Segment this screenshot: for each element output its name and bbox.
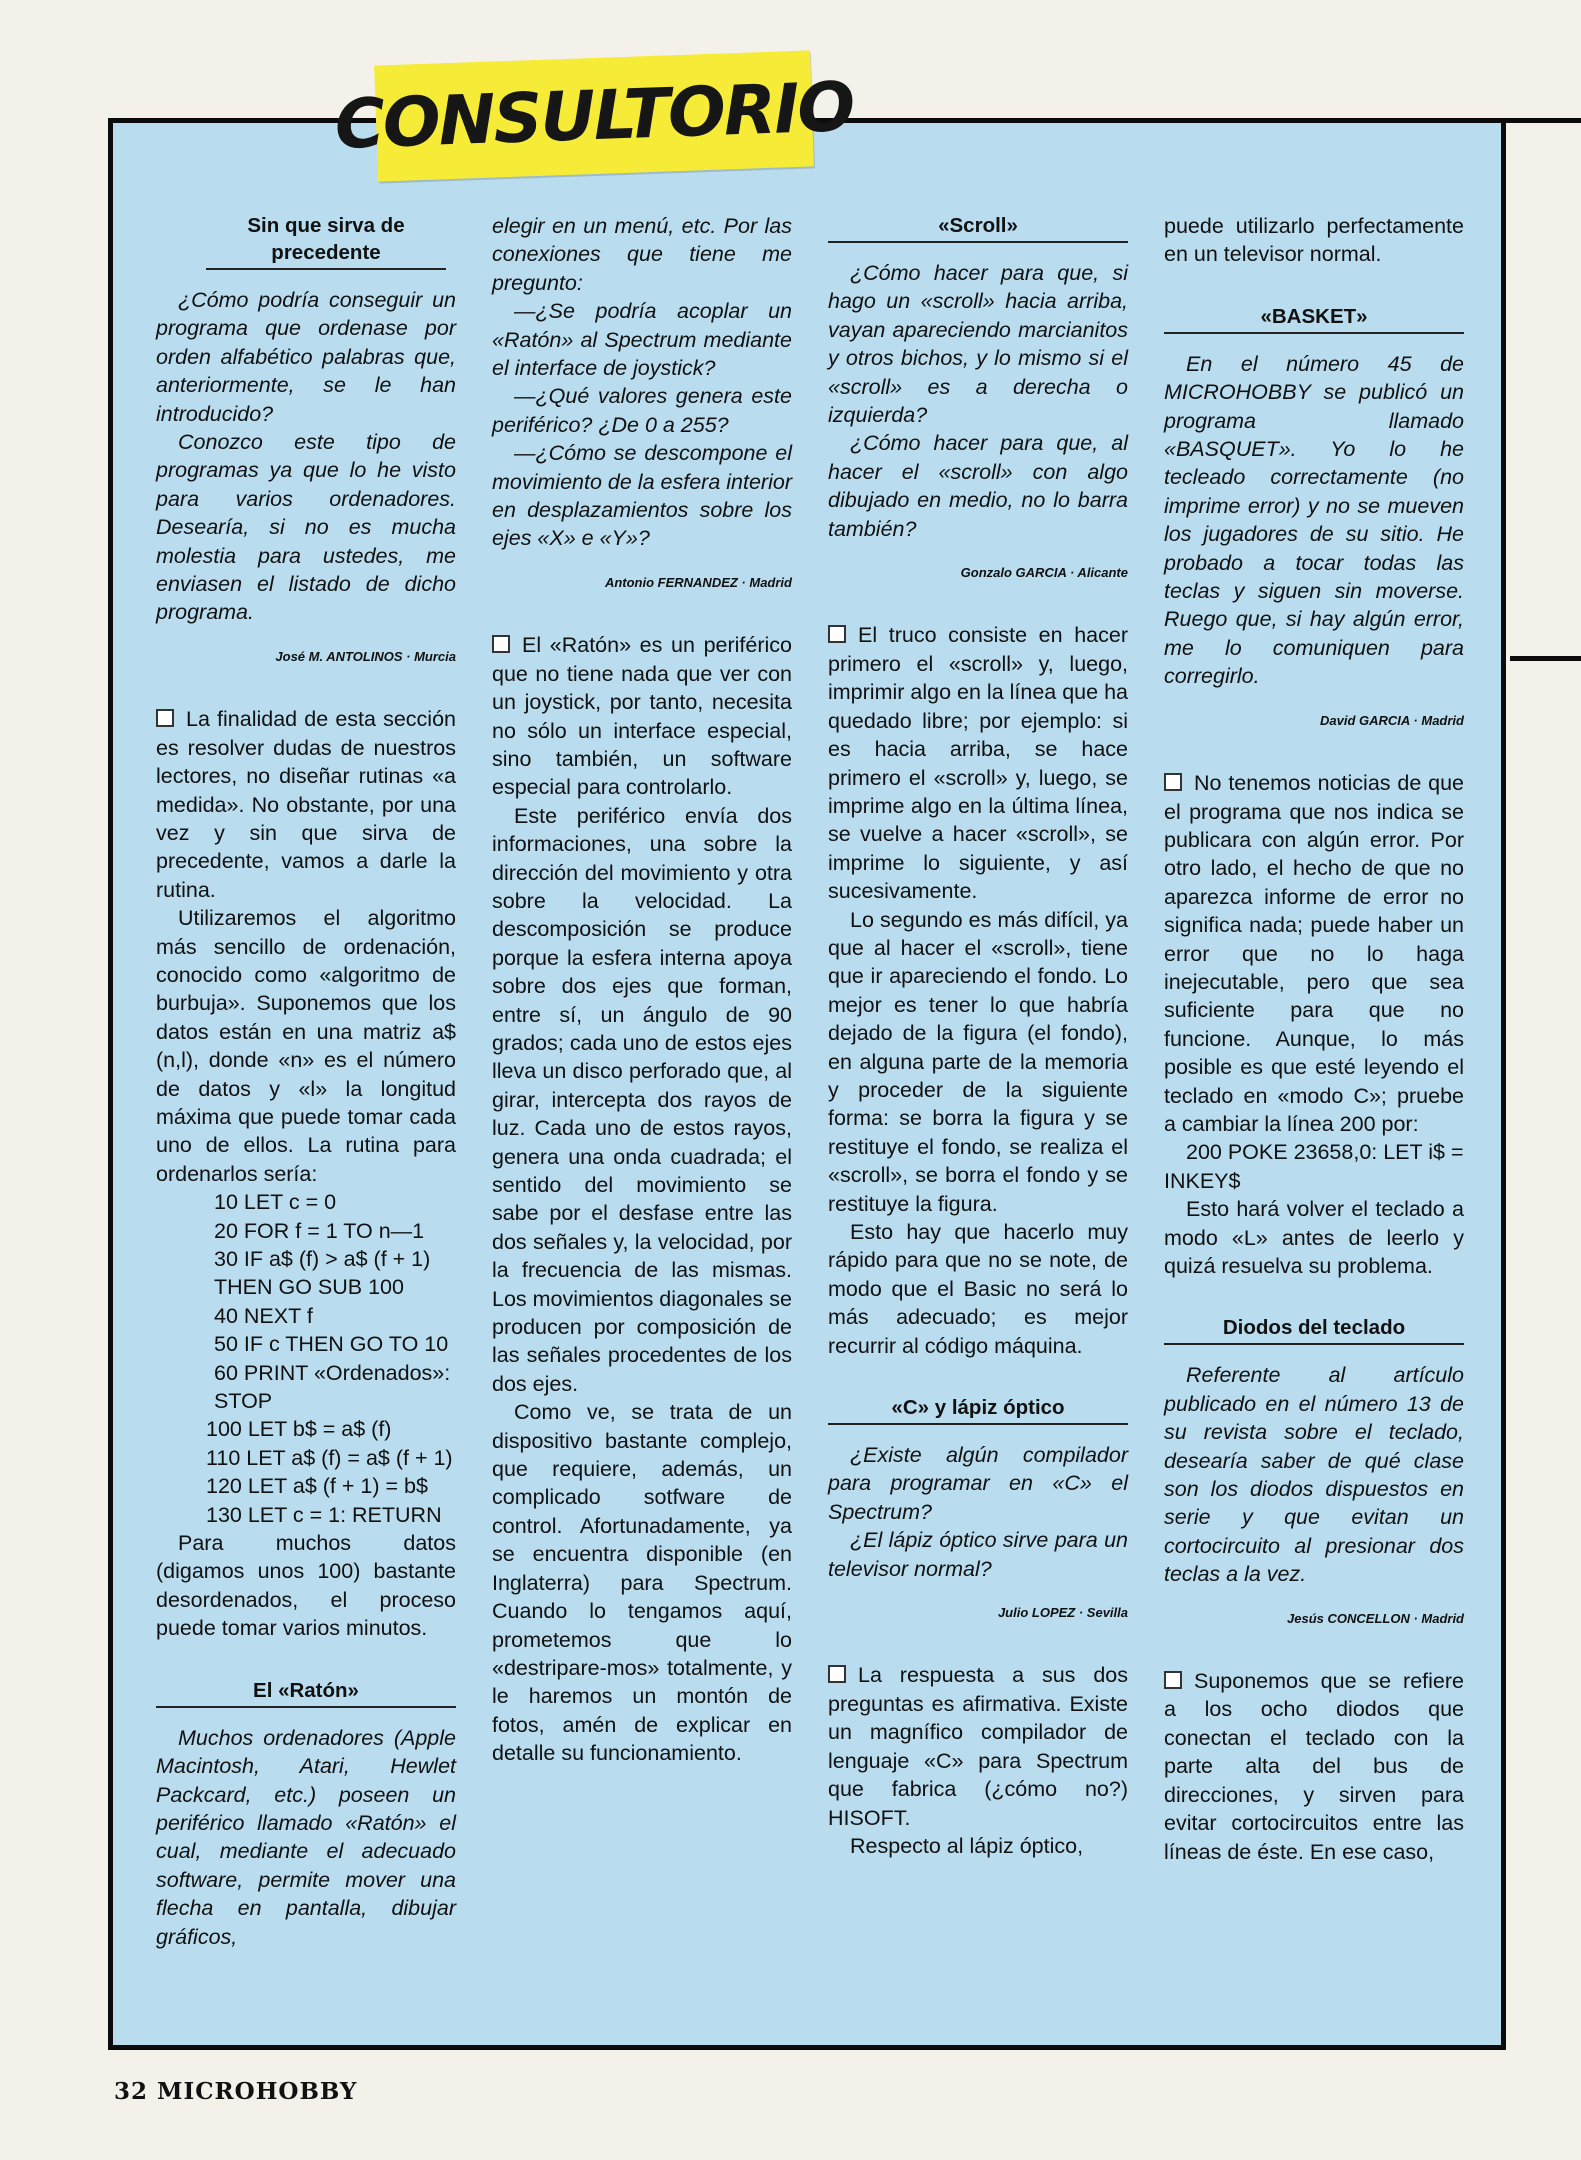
answer-checkbox-icon (828, 1665, 846, 1683)
code-line: 10 LET c = 0 (214, 1190, 337, 1215)
column-3 (828, 212, 1128, 1860)
code-line: 50 IF c THEN GO TO 10 (214, 1332, 449, 1357)
question-text: Muchos ordenadores (Apple Macintosh, Atari, Hewlet Packcard, etc.) poseen un periférico llamado «Ratón» el cual, mediante el adecuado software, permite mover una flecha en pantalla, dibujar gráficos, (156, 1725, 456, 1949)
signature: José M. ANTOLINOS · Murcia (275, 648, 456, 664)
column-1 (156, 212, 456, 1951)
answer-text: Esto hará volver el teclado a modo «L» antes de leerlo y quizá resuelva su problema. (1164, 1197, 1464, 1278)
answer-text: Este periférico envía dos informaciones, una sobre la dirección del movimiento y otra sobre la velocidad. La descomposición se produce porque la esfera interna apoya sobre dos ejes que forman, entre sí, un ángulo de 90 grados; cada uno de estos ejes lleva un disco perforado que, al girar, intercepta dos rayos de luz. Cada uno de estos rayos, genera una onda cuadrada; el sentido del movimiento se sabe por el desfase entre las dos señales y, la velocidad, por la frecuencia de las mismas. Los movimientos diagonales se producen por composición de las señales procedentes de los dos ejes. (492, 803, 792, 1396)
code-line: 200 POKE 23658,0: LET i$ = INKEY$ (1164, 1140, 1464, 1193)
column-2 (492, 212, 792, 1768)
answer-text: Esto hay que hacerlo muy rápido para que no se note, de modo que el Basic no será lo más adecuado; es mejor recurrir al código máquina. (828, 1220, 1128, 1358)
question-text: —¿Se podría acoplar un «Ratón» al Spectrum mediante el interface de joystick? (492, 299, 792, 381)
question-text: Referente al artículo publicado en el número 13 de su revista sobre el teclado, desearía saber de qué clase son los diodos dispuestos en serie y que evitan un cortocircuito al presionar dos teclas a la vez. (1164, 1363, 1464, 1587)
heading-basket: «BASKET» (1164, 303, 1464, 334)
signature: Gonzalo GARCIA · Alicante (960, 565, 1128, 581)
code-line: 120 LET a$ (f + 1) = b$ (206, 1474, 428, 1499)
heading-raton: El «Ratón» (156, 1677, 456, 1708)
question-text: —¿Qué valores genera este periférico? ¿De 0 a 255? (492, 384, 792, 437)
heading-diodos: Diodos del teclado (1164, 1314, 1464, 1345)
code-line: 60 PRINT «Ordenados»: (214, 1360, 451, 1385)
answer-text: Lo segundo es más difícil, ya que al hacer el «scroll», tiene que ir apareciendo el fondo. Lo mejor es tener lo que habría dejado de la figura (el fondo), en alguna parte de la memoria y proceder de la siguiente forma: se borra la figura y se restituye el fondo, se realiza el «scroll», se borra el fondo y se restituye la figura. (828, 907, 1128, 1216)
code-line: 110 LET a$ (f) = a$ (f + 1) (206, 1445, 453, 1470)
question-text: En el número 45 de MICROHOBBY se publicó un programa llamado «BASQUET». Yo lo he tecleado correctamente (no imprime error) y no se mueven los jugadores de su sitio. He probado a tocar todas las teclas y siguen sin moverse. Ruego que, si hay algún error, me lo comuniquen para corregirlo. (1164, 351, 1464, 689)
section-title: CONSULTORIO (333, 67, 855, 165)
answer-text: No tenemos noticias de que el programa que nos indica se publicara con algún error. Por otro lado, el hecho de que no aparezca informe de error no significa nada; puede haber un error que no lo haga inejecutable, pero que sea suficiente para que no funcione. Aunque, lo más posible es que esté leyendo el teclado en «modo C»; pruebe a cambiar la línea 200 por: (1164, 771, 1464, 1136)
top-rule (810, 118, 1581, 123)
answer-text: El truco consiste en hacer primero el «scroll» y, luego, imprimir algo en la línea que ha quedado libre; por ejemplo: si es hacia arriba, se hace primero el «scroll» y, luego, se imprime algo en la última línea, se vuelve a hacer «scroll», se imprime lo siguiente, y así sucesivamente. (828, 623, 1128, 904)
code-line: 130 LET c = 1: RETURN (206, 1502, 442, 1527)
answer-text: Para muchos datos (digamos unos 100) bastante desordenados, el proceso puede tomar varios minutos. (156, 1531, 456, 1641)
answer-text: El «Ratón» es un periférico que no tiene nada que ver con un joystick, por tanto, necesita no sólo un interface especial, sino también, un software especial para controlarlo. (492, 633, 792, 800)
question-text: —¿Cómo se descompone el movimiento de la esfera interior en desplazamientos sobre los ejes «X» e «Y»? (492, 441, 792, 551)
answer-checkbox-icon (828, 625, 846, 643)
answer-text: puede utilizarlo perfectamente en un televisor normal. (1164, 214, 1464, 267)
heading-precedente: Sin que sirva de precedente (206, 212, 446, 270)
answer-checkbox-icon (156, 709, 174, 727)
question-text: Conozco este tipo de programas ya que lo he visto para varios ordenadores. Desearía, si no es mucha molestia para ustedes, me enviasen el listado de dicho programa. (156, 430, 456, 625)
question-text: ¿Cómo hacer para que, al hacer el «scroll» con algo dibujado en medio, no lo barra también? (828, 431, 1128, 541)
question-text: ¿Cómo hacer para que, si hago un «scroll» hacia arriba, vayan apareciendo marcianitos y otros bichos, y lo mismo si el «scroll» es a derecha o izquierda? (828, 261, 1128, 428)
question-text: ¿Cómo podría conseguir un programa que ordenase por orden alfabético palabras que, anteriormente, se le han introducido? (156, 288, 456, 426)
answer-text: La respuesta a sus dos preguntas es afirmativa. Existe un magnífico compilador de lenguaje «C» para Spectrum que fabrica (¿cómo no?) HISOFT. (828, 1663, 1128, 1830)
code-line: STOP (214, 1389, 273, 1414)
answer-text: La finalidad de esta sección es resolver dudas de nuestros lectores, no diseñar rutinas «a medida». No obstante, por una vez y sin que sirva de precedente, vamos a darle la rutina. (156, 707, 456, 902)
question-text: elegir en un menú, etc. Por las conexiones que tiene me pregunto: (492, 214, 792, 295)
answer-checkbox-icon (1164, 773, 1182, 791)
question-text: ¿Existe algún compilador para programar en «C» el Spectrum? (828, 1443, 1128, 1524)
side-rule (1510, 656, 1581, 661)
heading-scroll: «Scroll» (828, 212, 1128, 243)
answer-checkbox-icon (492, 635, 510, 653)
answer-checkbox-icon (1164, 1671, 1182, 1689)
answer-text: Utilizaremos el algoritmo más sencillo de ordenación, conocido como «algoritmo de burbuja». Suponemos que los datos están en una matriz a$ (n,l), donde «n» es el número de datos y «l» la longitud máxima que puede tomar cada uno de ellos. La rutina para ordenarlos sería: (156, 906, 456, 1186)
code-line: 30 IF a$ (f) > a$ (f + 1) (214, 1247, 431, 1271)
answer-text: Como ve, se trata de un dispositivo bastante complejo, que requiere, además, un complicado sotfware de control. Afortunadamente, ya se encuentra disponible (en Inglaterra) para Spectrum. Cuando lo tengamos aquí, prometemos que lo «destripare-mos» totalmente, y le haremos un montón de fotos, amén de explicar en detalle su funcionamiento. (492, 1400, 792, 1766)
signature: Jesús CONCELLON · Madrid (1287, 1610, 1464, 1626)
page-footer: 32 MICROHOBBY (114, 2078, 358, 2105)
column-4 (1164, 212, 1464, 1866)
signature: Julio LOPEZ · Sevilla (997, 1605, 1128, 1621)
answer-text: Respecto al lápiz óptico, (850, 1833, 1084, 1858)
heading-c-lapiz: «C» y lápiz óptico (828, 1394, 1128, 1425)
section-title-tag (333, 50, 855, 181)
answer-text: Suponemos que se refiere a los ocho diodos que conectan el teclado con la parte alta del bus de direcciones, y sirven para evitar cortocircuitos entre las líneas de éste. En ese caso, (1164, 1669, 1464, 1864)
signature: Antonio FERNANDEZ · Madrid (604, 574, 792, 590)
code-line: 40 NEXT f (214, 1303, 313, 1328)
question-text: ¿El lápiz óptico sirve para un televisor normal? (828, 1528, 1128, 1581)
signature: David GARCIA · Madrid (1320, 712, 1464, 728)
code-line: 20 FOR f = 1 TO n—1 (214, 1218, 425, 1243)
code-line: THEN GO SUB 100 (214, 1275, 404, 1300)
code-line: 100 LET b$ = a$ (f) (206, 1417, 392, 1442)
